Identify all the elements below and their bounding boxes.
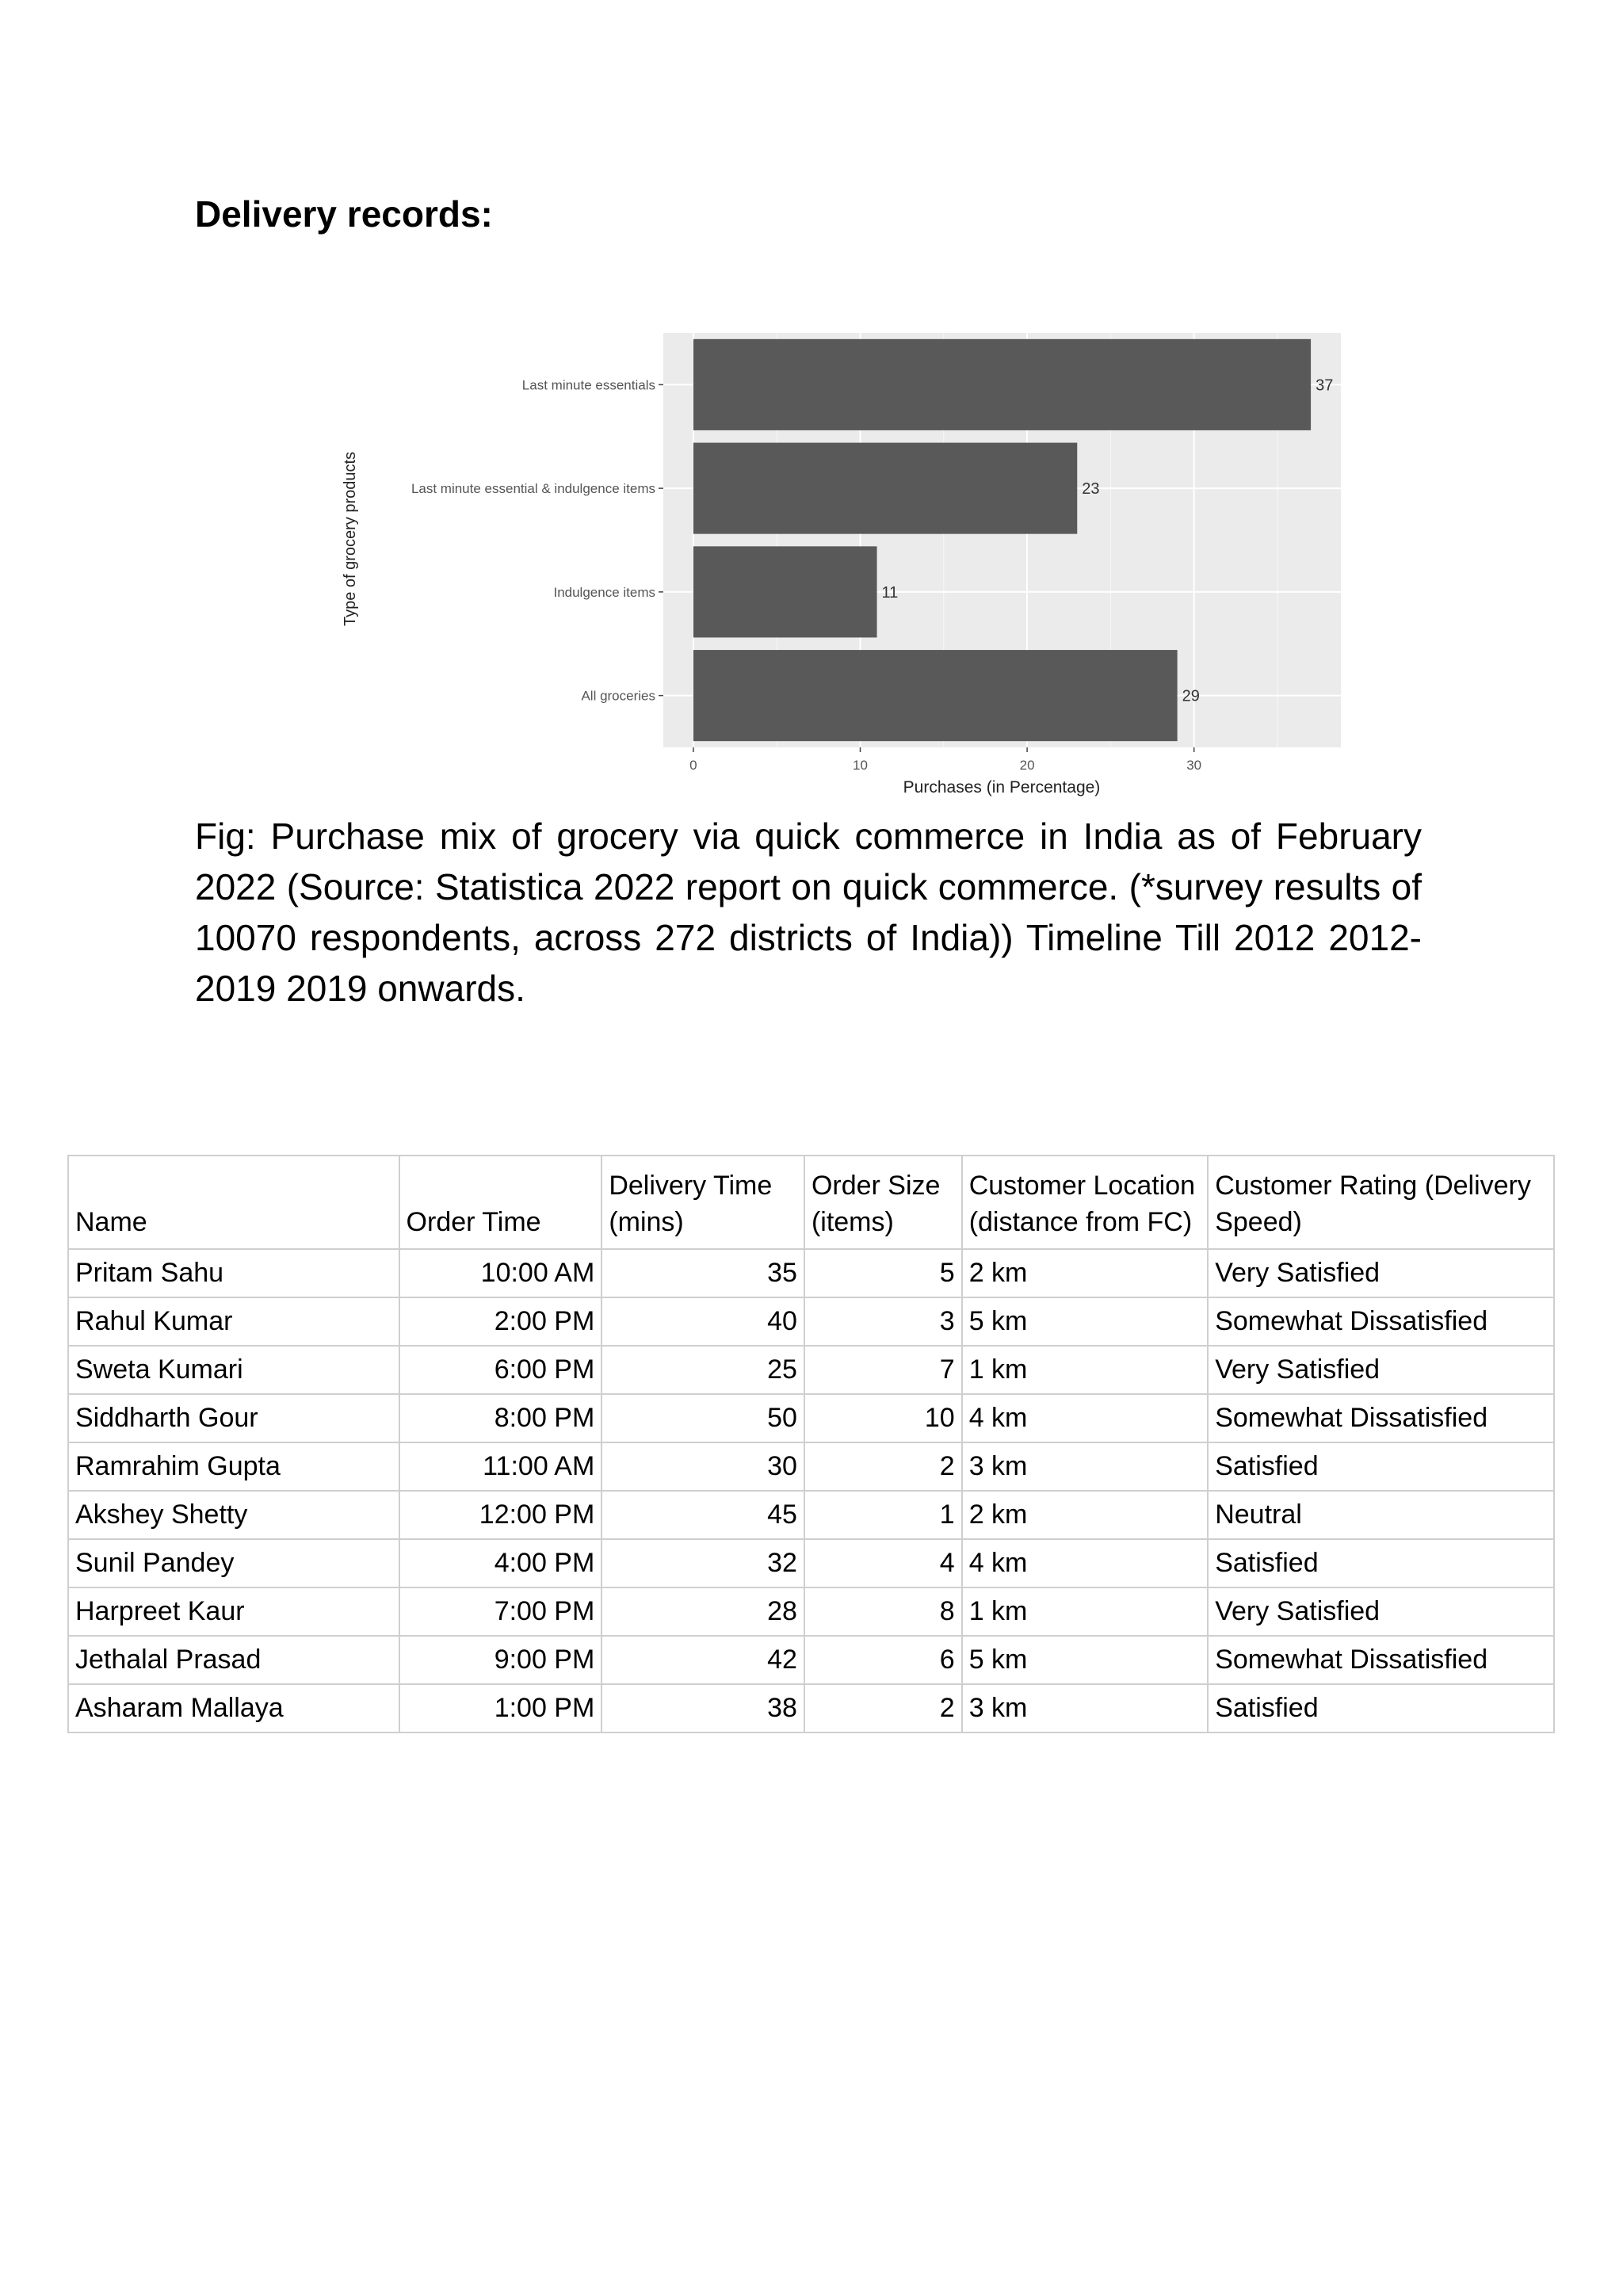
name-cell: Pritam Sahu xyxy=(68,1249,399,1297)
x-axis-title: Purchases (in Percentage) xyxy=(903,778,1101,797)
delivery-time-cell: 35 xyxy=(601,1249,804,1297)
rating-cell: Satisfied xyxy=(1208,1684,1554,1733)
name-cell: Siddharth Gour xyxy=(68,1394,399,1442)
table-row xyxy=(68,1249,1554,1297)
order-time-cell: 11:00 AM xyxy=(399,1442,602,1491)
header-name: Name xyxy=(68,1156,399,1249)
delivery-time-cell: 40 xyxy=(601,1297,804,1346)
table-row xyxy=(68,1587,1554,1636)
location-cell: 1 km xyxy=(962,1346,1209,1394)
bar-value-label: 11 xyxy=(881,583,899,602)
header-order-time: Order Time xyxy=(399,1156,602,1249)
delivery-time-cell: 50 xyxy=(601,1394,804,1442)
delivery-time-cell: 45 xyxy=(601,1491,804,1539)
rating-cell: Very Satisfied xyxy=(1208,1587,1554,1636)
location-cell: 3 km xyxy=(962,1442,1209,1491)
location-cell: 4 km xyxy=(962,1539,1209,1587)
rating-cell: Somewhat Dissatisfied xyxy=(1208,1297,1554,1346)
name-cell: Sunil Pandey xyxy=(68,1539,399,1587)
table-header-row xyxy=(68,1156,1554,1249)
location-cell: 3 km xyxy=(962,1684,1209,1733)
x-tick-label: 20 xyxy=(1019,758,1035,773)
order-size-cell: 2 xyxy=(804,1684,962,1733)
x-ticks xyxy=(689,747,1201,773)
bar-value-label: 29 xyxy=(1182,687,1200,705)
location-cell: 5 km xyxy=(962,1636,1209,1684)
rating-cell: Somewhat Dissatisfied xyxy=(1208,1394,1554,1442)
purchase-mix-chart xyxy=(317,317,1371,808)
location-cell: 4 km xyxy=(962,1394,1209,1442)
rating-cell: Neutral xyxy=(1208,1491,1554,1539)
order-size-cell: 3 xyxy=(804,1297,962,1346)
table-row xyxy=(68,1539,1554,1587)
header-customer-location: Customer Location (distance from FC) xyxy=(962,1156,1209,1249)
order-size-cell: 8 xyxy=(804,1587,962,1636)
table-row xyxy=(68,1491,1554,1539)
delivery-time-cell: 30 xyxy=(601,1442,804,1491)
delivery-time-cell: 32 xyxy=(601,1539,804,1587)
delivery-time-cell: 25 xyxy=(601,1346,804,1394)
order-size-cell: 4 xyxy=(804,1539,962,1587)
name-cell: Harpreet Kaur xyxy=(68,1587,399,1636)
table-row xyxy=(68,1684,1554,1733)
order-size-cell: 1 xyxy=(804,1491,962,1539)
bar-value-label: 37 xyxy=(1316,376,1334,395)
location-cell: 2 km xyxy=(962,1491,1209,1539)
order-time-cell: 9:00 PM xyxy=(399,1636,602,1684)
delivery-time-cell: 28 xyxy=(601,1587,804,1636)
bar xyxy=(693,339,1311,430)
rating-cell: Somewhat Dissatisfied xyxy=(1208,1636,1554,1684)
table-row xyxy=(68,1442,1554,1491)
figure-caption: Fig: Purchase mix of grocery via quick commerce in India as of February 2022 (Source: Statistica 2022 report on quick commerce. (*survey results of 10070 respondents, across 272 districts of India)) Timeline Till 2012 2012-2019 2019 onwards. xyxy=(195,816,1422,1009)
delivery-time-cell: 38 xyxy=(601,1684,804,1733)
order-size-cell: 7 xyxy=(804,1346,962,1394)
order-time-cell: 1:00 PM xyxy=(399,1684,602,1733)
header-delivery-time: Delivery Time (mins) xyxy=(601,1156,804,1249)
name-cell: Sweta Kumari xyxy=(68,1346,399,1394)
name-cell: Ramrahim Gupta xyxy=(68,1442,399,1491)
category-label: Indulgence items xyxy=(553,584,655,600)
category-labels xyxy=(411,377,663,703)
y-axis-title: Type of grocery products xyxy=(342,451,359,627)
x-tick-label: 0 xyxy=(689,758,697,773)
location-cell: 5 km xyxy=(962,1297,1209,1346)
header-customer-rating: Customer Rating (Delivery Speed) xyxy=(1208,1156,1554,1249)
name-cell: Rahul Kumar xyxy=(68,1297,399,1346)
table-body xyxy=(68,1249,1554,1733)
rating-cell: Satisfied xyxy=(1208,1442,1554,1491)
order-time-cell: 7:00 PM xyxy=(399,1587,602,1636)
chart-svg xyxy=(317,317,1371,808)
page-heading: Delivery records: xyxy=(195,193,493,235)
order-time-cell: 2:00 PM xyxy=(399,1297,602,1346)
bar xyxy=(693,443,1077,534)
order-time-cell: 8:00 PM xyxy=(399,1394,602,1442)
table-row xyxy=(68,1394,1554,1442)
bar xyxy=(693,546,877,637)
bar-value-label: 23 xyxy=(1082,480,1100,499)
table-row xyxy=(68,1297,1554,1346)
order-time-cell: 6:00 PM xyxy=(399,1346,602,1394)
order-time-cell: 4:00 PM xyxy=(399,1539,602,1587)
name-cell: Akshey Shetty xyxy=(68,1491,399,1539)
rating-cell: Very Satisfied xyxy=(1208,1249,1554,1297)
order-size-cell: 5 xyxy=(804,1249,962,1297)
category-label: All groceries xyxy=(581,688,655,704)
order-size-cell: 6 xyxy=(804,1636,962,1684)
bar xyxy=(693,650,1178,741)
header-order-size: Order Size (items) xyxy=(804,1156,962,1249)
order-size-cell: 10 xyxy=(804,1394,962,1442)
name-cell: Jethalal Prasad xyxy=(68,1636,399,1684)
name-cell: Asharam Mallaya xyxy=(68,1684,399,1733)
category-label: Last minute essentials xyxy=(521,377,655,393)
table-row xyxy=(68,1346,1554,1394)
rating-cell: Satisfied xyxy=(1208,1539,1554,1587)
delivery-records-table xyxy=(67,1155,1555,1733)
order-time-cell: 12:00 PM xyxy=(399,1491,602,1539)
table-row xyxy=(68,1636,1554,1684)
order-size-cell: 2 xyxy=(804,1442,962,1491)
order-time-cell: 10:00 AM xyxy=(399,1249,602,1297)
location-cell: 2 km xyxy=(962,1249,1209,1297)
category-label: Last minute essential & indulgence items xyxy=(411,481,655,497)
x-tick-label: 30 xyxy=(1186,758,1202,773)
delivery-time-cell: 42 xyxy=(601,1636,804,1684)
x-tick-label: 10 xyxy=(853,758,868,773)
rating-cell: Very Satisfied xyxy=(1208,1346,1554,1394)
location-cell: 1 km xyxy=(962,1587,1209,1636)
